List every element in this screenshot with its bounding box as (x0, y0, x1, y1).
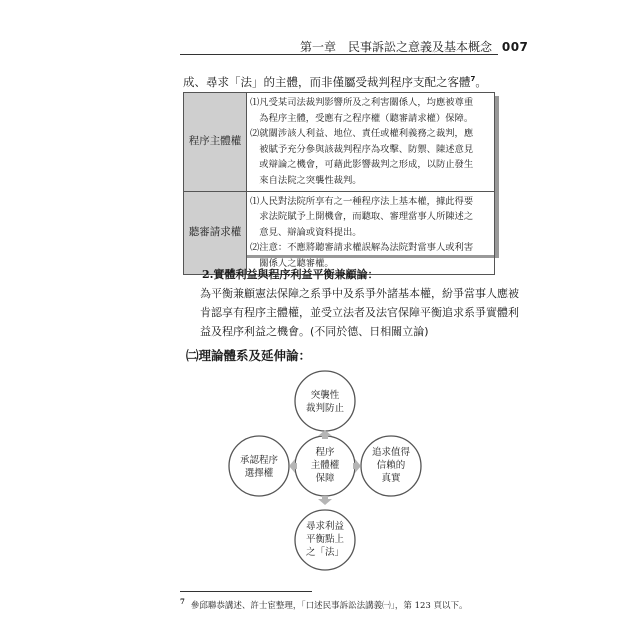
description-line: 關係人之聽審權。 (250, 257, 334, 269)
node-center-line: 保障 (315, 473, 335, 484)
node-bottom-line: 平衡點上 (305, 534, 345, 545)
footnote-ref[interactable]: 7 (470, 75, 476, 84)
node-center-line: 主體權 (310, 460, 340, 471)
header-rule (180, 54, 498, 55)
intro-line (183, 74, 487, 90)
footnote (180, 597, 468, 611)
description-line: ⑵就關涉該人利益、地位、責任或權利義務之裁判，應 (250, 128, 474, 140)
description-line: ⑴凡受某司法裁判影響所及之利害關係人，均應被尊重 (250, 97, 474, 108)
subheading: 2.實體利益與程序利益平衡兼顧論： (202, 268, 379, 281)
footnote-text: 參邱聯恭講述、許士宦整理，「口述民事訴訟法講義㈠」，第 123 頁以下。 (190, 600, 468, 611)
description-line: ⑵注意：不應將聽審請求權誤解為法院對當事人或利害 (250, 242, 474, 254)
table-shadow-right (495, 96, 499, 255)
description-line: 來自法院之突襲性裁判。 (250, 174, 362, 186)
running-header (300, 38, 529, 55)
node-center-line: 程序 (315, 447, 335, 458)
page-number: 007 (501, 40, 529, 54)
intro-text: 成、尋求「法」的主體，而非僅屬受裁判程序支配之客體 (183, 75, 471, 89)
rights-table (183, 92, 495, 275)
table-row (184, 191, 495, 274)
body-paragraph (200, 284, 519, 341)
section-title: ㈡理論體系及延伸論： (186, 348, 312, 363)
term-cell: 聽審請求權 (184, 191, 247, 274)
node-top-line: 突襲性 (310, 390, 340, 401)
node-bottom-line: 尋求利益 (305, 521, 345, 532)
arrow-down-icon (318, 496, 332, 505)
paragraph-line: 益及程序利益之機會。(不同於德、日相關立論) (200, 325, 429, 338)
paragraph-line: 肯認享有程序主體權，並受立法者及法官保障平衡追求系爭實體利 (200, 306, 519, 319)
description-line: 為程序主體，受應有之程序權（聽審請求權）保障。 (250, 112, 474, 124)
description-cell (247, 191, 495, 274)
node-bottom-line: 之「法」 (305, 547, 345, 558)
table-row (184, 93, 495, 192)
node-top-circle (295, 371, 355, 431)
node-top-line: 裁判防止 (305, 403, 345, 414)
intro-end: 。 (475, 75, 487, 89)
node-right-line: 追求值得 (371, 447, 411, 458)
term-cell: 程序主體權 (184, 93, 247, 192)
description-line: 或辯論之機會，可藉此影響裁判之形成，以防止發生 (250, 159, 474, 171)
node-right-line: 真實 (381, 473, 401, 484)
footnote-rule (180, 591, 312, 592)
description-line: 求法院賦予上開機會，而聽取、審理當事人所陳述之 (250, 211, 474, 223)
chapter-title: 第一章 民事訴訟之意義及基本概念 (300, 40, 493, 54)
description-line: 被賦予充分參與該裁判程序為攻擊、防禦、陳述意見 (250, 143, 474, 155)
node-left-line: 承認程序 (239, 455, 279, 466)
node-left-line: 選擇權 (244, 468, 274, 479)
description-cell (247, 93, 495, 192)
description-line: 意見、辯論或資料提出。 (250, 226, 362, 238)
footnote-marker: 7 (180, 597, 185, 606)
paragraph-line: 為平衡兼顧憲法保障之系爭中及系爭外諸基本權，紛爭當事人應被 (200, 287, 519, 300)
description-line: ⑴人民對法院所享有之一種程序法上基本權，據此得要 (250, 195, 474, 207)
node-right-line: 信賴的 (376, 460, 406, 471)
node-left-circle (229, 436, 289, 496)
theory-diagram (225, 370, 425, 580)
